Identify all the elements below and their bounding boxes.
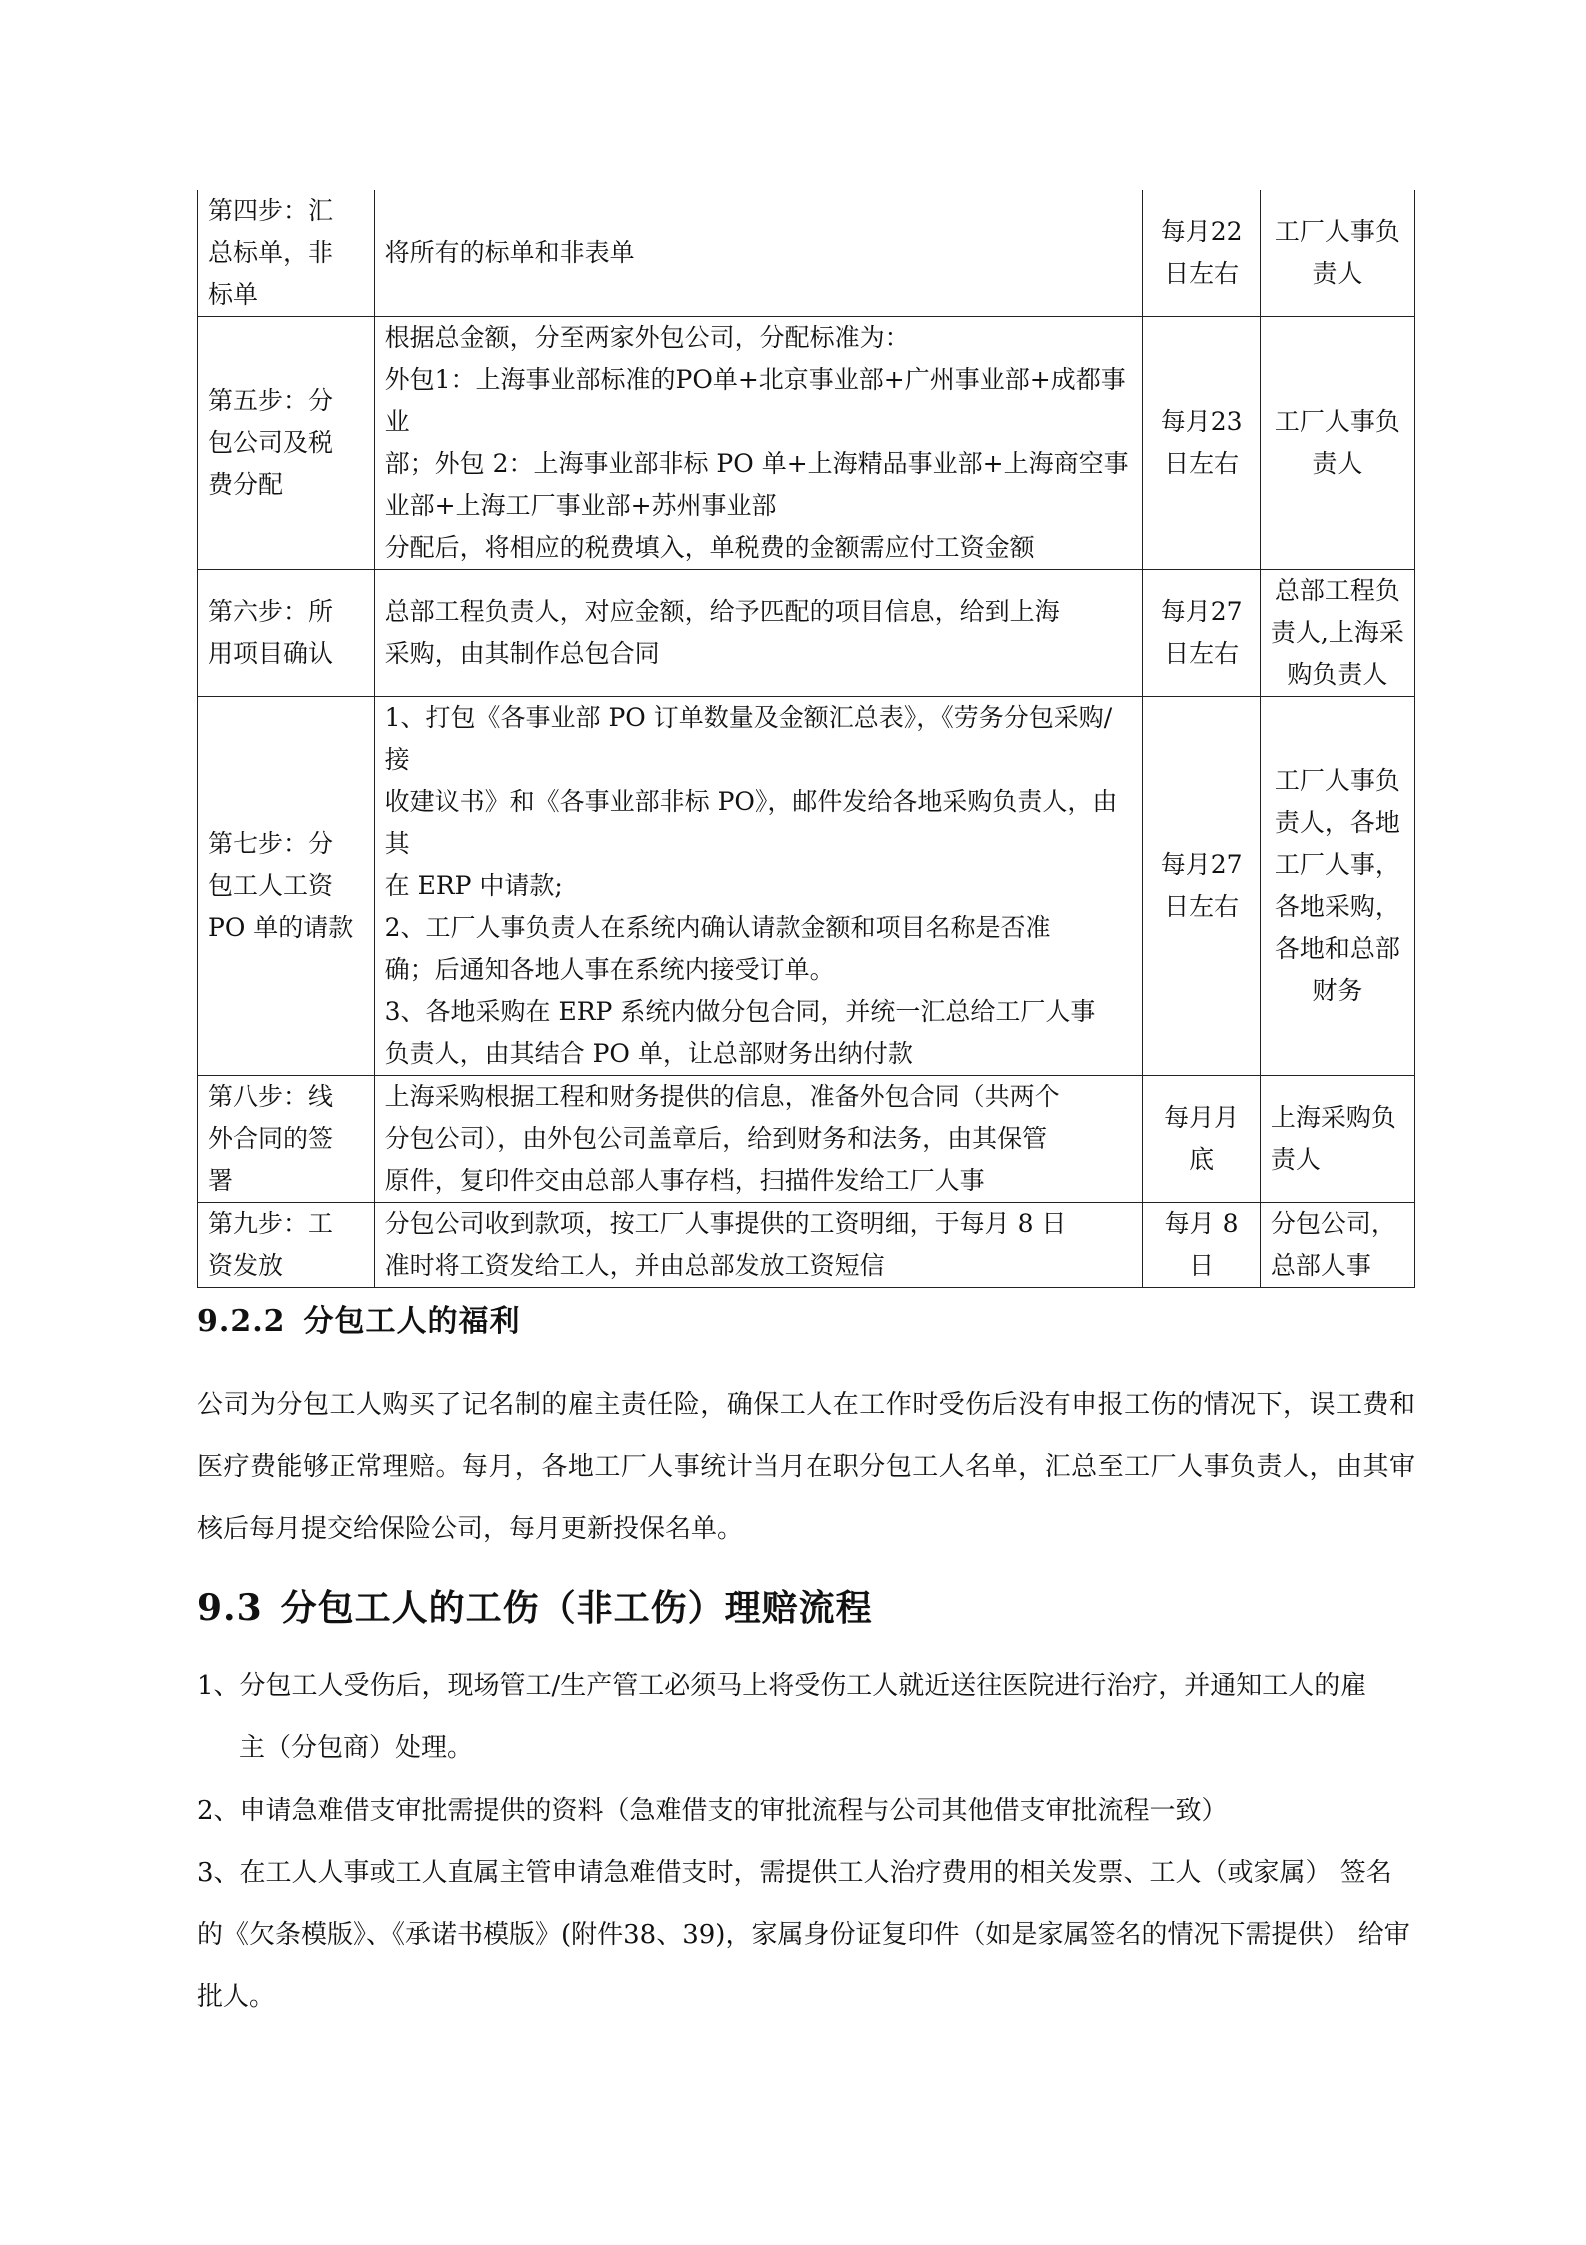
step-cell-line: 第九步：工 — [208, 1209, 334, 1238]
table-row — [198, 1203, 1415, 1288]
timing-cell-line: 每月27 — [1160, 597, 1243, 626]
list-item-continuation: 主（分包商）处理。 — [239, 1733, 474, 1763]
timing-cell-line: 每月月 — [1164, 1103, 1240, 1132]
timing-cell — [1143, 570, 1260, 697]
description-cell-line: 准时将工资发给工人，并由总部发放工资短信 — [384, 1251, 885, 1280]
owner-cell-line: 责人 — [1270, 1145, 1321, 1174]
step-cell — [198, 1076, 375, 1203]
step-cell — [198, 1203, 375, 1288]
list-item-text: 2、申请急难借支审批需提供的资料（急难借支的审批流程与公司其他借支审批流程一致） — [197, 1796, 1228, 1826]
description-cell-line: 2、工厂人事负责人在系统内确认请款金额和项目名称是否准 — [384, 913, 1051, 942]
owner-cell-line: 上海采购负 — [1270, 1103, 1396, 1132]
description-cell-line: 3、各地采购在 ERP 系统内做分包合同，并统一汇总给工厂人事 — [384, 997, 1096, 1026]
timing-cell-line: 每月23 — [1160, 407, 1243, 436]
description-cell-line: 采购，由其制作总包合同 — [384, 639, 660, 668]
owner-cell — [1260, 190, 1414, 317]
description-cell-line: 部；外包 2：上海事业部非标 PO 单+上海精品事业部+上海商空事 — [384, 449, 1129, 478]
step-cell-line: 总标单，非 — [208, 238, 334, 267]
step-cell-line: 用项目确认 — [208, 639, 334, 668]
owner-cell-line: 责人 — [1312, 449, 1363, 478]
description-cell — [374, 1076, 1143, 1203]
description-cell-line: 上海采购根据工程和财务提供的信息，准备外包合同（共两个 — [384, 1082, 1060, 1111]
owner-cell-line: 工厂人事负 — [1274, 766, 1400, 795]
step-cell-line: 第八步：线 — [208, 1082, 334, 1111]
description-cell-line: 1、打包《各事业部 PO 订单数量及金额汇总表》，《劳务分包采购/接 — [384, 703, 1113, 774]
description-cell — [374, 190, 1143, 317]
table-row — [198, 697, 1415, 1076]
owner-cell-line: 各地采购， — [1274, 892, 1400, 921]
owner-cell-line: 各地和总部 — [1274, 934, 1400, 963]
description-cell-line: 在 ERP 中请款; — [384, 871, 563, 900]
table-row — [198, 570, 1415, 697]
owner-cell — [1260, 317, 1414, 570]
timing-cell-line: 每月27 — [1160, 850, 1243, 879]
step-cell-line: 第四步：汇 — [208, 196, 334, 225]
owner-cell-line: 责人 — [1312, 259, 1363, 288]
table-row — [198, 1076, 1415, 1203]
owner-cell-line: 购负责人 — [1287, 660, 1388, 689]
step-cell-line: 资发放 — [208, 1251, 284, 1280]
step-cell-line: 包工人工资 — [208, 871, 334, 900]
step-cell-line: 包公司及税 — [208, 428, 334, 457]
list-item-text: 1、分包工人受伤后，现场管工/生产管工必须马上将受伤工人就近送往医院进行治疗，并通知工人的雇 — [197, 1671, 1367, 1701]
timing-cell — [1143, 697, 1260, 1076]
step-cell — [198, 697, 375, 1076]
timing-cell-line: 日左右 — [1164, 639, 1240, 668]
timing-cell-line: 底 — [1189, 1145, 1215, 1174]
owner-cell-line: 工厂人事负 — [1274, 407, 1400, 436]
description-cell — [374, 1203, 1143, 1288]
description-cell-line: 外包1：上海事业部标准的PO单+北京事业部+广州事业部+成都事业 — [384, 365, 1126, 436]
step-cell-line: 标单 — [208, 280, 259, 309]
list-item — [197, 1842, 1415, 2028]
description-cell-line: 分包公司收到款项，按工厂人事提供的工资明细，于每月 8 日 — [384, 1209, 1067, 1238]
owner-cell-line: 工厂人事负 — [1274, 217, 1400, 246]
process-steps-body — [198, 190, 1415, 1288]
section-title: 分包工人的福利 — [303, 1304, 521, 1339]
owner-cell-line: 分包公司， — [1270, 1209, 1396, 1238]
list-item — [197, 1655, 1415, 1779]
description-cell-line: 负责人，由其结合 PO 单，让总部财务出纳付款 — [384, 1039, 913, 1068]
step-cell-line: PO 单的请款 — [208, 913, 354, 942]
owner-cell — [1260, 570, 1414, 697]
step-cell — [198, 317, 375, 570]
description-cell — [374, 697, 1143, 1076]
description-cell — [374, 317, 1143, 570]
description-cell-line: 将所有的标单和非表单 — [384, 238, 635, 267]
description-cell — [374, 570, 1143, 697]
list-item-text: 3、在工人人事或工人直属主管申请急难借支时，需提供工人治疗费用的相关发票、工人（或家属） 签名的《欠条模版》、《承诺书模版》(附件38、39)，家属身份证复印件（如是家属签名的情况下需提供） 给审批人。 — [197, 1858, 1410, 2012]
owner-cell-line: 总部工程负 — [1274, 576, 1400, 605]
description-cell-line: 确；后通知各地人事在系统内接受订单。 — [384, 955, 835, 984]
timing-cell-line: 每月22 — [1160, 217, 1243, 246]
description-cell-line: 分包公司），由外包公司盖章后，给到财务和法务，由其保管 — [384, 1124, 1048, 1153]
timing-cell-line: 日左右 — [1164, 259, 1240, 288]
step-cell — [198, 570, 375, 697]
step-cell-line: 署 — [208, 1166, 234, 1195]
table-row — [198, 190, 1415, 317]
section-number: 9.2.2 — [197, 1304, 286, 1339]
timing-cell-line: 每月 8 — [1164, 1209, 1239, 1238]
list-item — [197, 1780, 1415, 1842]
description-cell-line: 收建议书》和《各事业部非标 PO》，邮件发给各地采购负责人，由其 — [384, 787, 1118, 858]
step-cell-line: 费分配 — [208, 470, 284, 499]
owner-cell-line: 财务 — [1312, 976, 1363, 1005]
section-number: 9.3 — [197, 1587, 263, 1629]
owner-cell-line: 责人，各地 — [1274, 808, 1400, 837]
owner-cell-line: 工厂人事， — [1274, 850, 1400, 879]
owner-cell-line: 总部人事 — [1270, 1251, 1371, 1280]
timing-cell-line: 日左右 — [1164, 449, 1240, 478]
table-row — [198, 317, 1415, 570]
owner-cell — [1260, 697, 1414, 1076]
timing-cell — [1143, 1203, 1260, 1288]
owner-cell — [1260, 1076, 1414, 1203]
timing-cell-line: 日 — [1189, 1251, 1215, 1280]
step-cell — [198, 190, 375, 317]
step-cell-line: 第六步：所 — [208, 597, 334, 626]
step-cell-line: 第七步：分 — [208, 829, 334, 858]
step-cell-line: 第五步：分 — [208, 386, 334, 415]
timing-cell — [1143, 190, 1260, 317]
description-cell-line: 总部工程负责人，对应金额，给予匹配的项目信息，给到上海 — [384, 597, 1060, 626]
process-steps-table — [197, 190, 1415, 1288]
section-heading-9-3 — [197, 1580, 873, 1631]
description-cell-line: 业部+上海工厂事业部+苏州事业部 — [384, 491, 777, 520]
section-title: 分包工人的工伤（非工伤）理赔流程 — [280, 1587, 873, 1629]
timing-cell — [1143, 317, 1260, 570]
description-cell-line: 分配后，将相应的税费填入，单税费的金额需应付工资金额 — [384, 533, 1035, 562]
step-cell-line: 外合同的签 — [208, 1124, 334, 1153]
timing-cell — [1143, 1076, 1260, 1203]
section-heading-9-2-2 — [197, 1296, 521, 1340]
owner-cell — [1260, 1203, 1414, 1288]
description-cell-line: 根据总金额，分至两家外包公司，分配标准为： — [384, 323, 910, 352]
timing-cell-line: 日左右 — [1164, 892, 1240, 921]
description-cell-line: 原件，复印件交由总部人事存档，扫描件发给工厂人事 — [384, 1166, 985, 1195]
owner-cell-line: 责人,上海采 — [1270, 618, 1404, 647]
benefits-paragraph: 公司为分包工人购买了记名制的雇主责任险，确保工人在工作时受伤后没有申报工伤的情况下，误工费和医疗费能够正常理赔。每月，各地工厂人事统计当月在职分包工人名单，汇总至工厂人事负责人，由其审核后每月提交给保险公司，每月更新投保名单。 — [197, 1390, 1415, 1544]
